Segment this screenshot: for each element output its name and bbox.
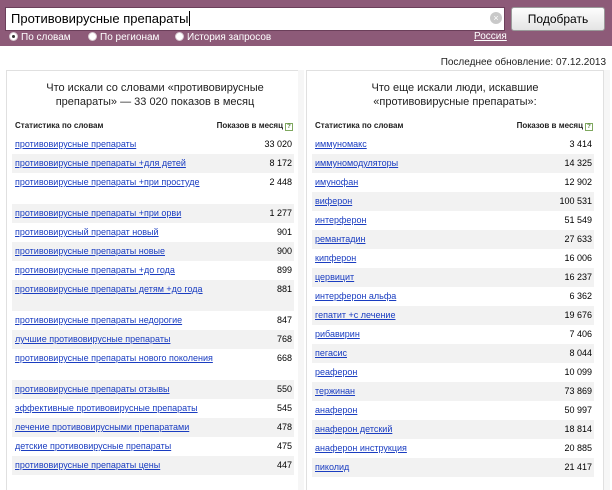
table-row	[12, 223, 294, 242]
keyword-link[interactable]: рибавирин	[315, 329, 360, 339]
table-row	[312, 458, 594, 477]
right-col-words: Статистика по словам	[315, 121, 404, 130]
keyword-link[interactable]: детские противовирусные препараты	[15, 441, 172, 451]
keyword-link[interactable]: иммуномакс	[315, 139, 367, 149]
table-row	[312, 306, 594, 325]
keyword-link[interactable]: противовирусный препарат новый	[15, 227, 159, 237]
impressions-value: 73 869	[564, 386, 592, 396]
impressions-value: 19 676	[564, 310, 592, 320]
table-row	[312, 230, 594, 249]
region-link[interactable]: Россия	[474, 31, 507, 42]
table-row	[312, 344, 594, 363]
impressions-value: 668	[276, 353, 292, 363]
table-row	[12, 204, 294, 223]
keyword-link[interactable]: противовирусные препараты недорогие	[15, 315, 183, 325]
table-row	[312, 401, 594, 420]
keyword-link[interactable]: реаферон	[315, 367, 358, 377]
impressions-value: 768	[276, 334, 292, 344]
impressions-value: 6 362	[569, 291, 592, 301]
table-row	[12, 242, 294, 261]
impressions-value: 447	[276, 460, 292, 470]
right-panel	[306, 70, 604, 490]
radio-icon[interactable]	[88, 32, 97, 41]
keyword-link[interactable]: интерферон	[315, 215, 367, 225]
table-row	[312, 173, 594, 192]
impressions-value: 8 172	[269, 158, 292, 168]
right-scrollbar[interactable]	[604, 70, 610, 490]
keyword-link[interactable]: анаферон детский	[315, 424, 393, 434]
left-results-list	[12, 135, 294, 475]
table-row	[312, 287, 594, 306]
table-row	[12, 280, 294, 311]
mode-by-words[interactable]	[9, 32, 71, 43]
right-col-shows-label: Показов в месяц	[516, 121, 583, 130]
impressions-value: 27 633	[564, 234, 592, 244]
impressions-value: 18 814	[564, 424, 592, 434]
right-col-shows	[517, 121, 593, 131]
keyword-link[interactable]: противовирусные препараты детям +до года	[15, 284, 203, 294]
impressions-value: 900	[276, 246, 292, 256]
mode-by-regions-label[interactable]: По регионам	[100, 32, 160, 43]
keyword-link[interactable]: ремантадин	[315, 234, 366, 244]
keyword-link[interactable]: гепатит +с лечение	[315, 310, 396, 320]
table-row	[312, 192, 594, 211]
keyword-link[interactable]: противовирусные препараты новые	[15, 246, 165, 256]
impressions-value: 51 549	[564, 215, 592, 225]
keyword-link[interactable]: лечение противовирусными препаратами	[15, 422, 190, 432]
table-row	[12, 349, 294, 380]
radio-checked-icon[interactable]	[9, 32, 18, 41]
impressions-value: 100 531	[559, 196, 592, 206]
keyword-link[interactable]: противовирусные препараты +при орви	[15, 208, 182, 218]
radio-icon[interactable]	[175, 32, 184, 41]
impressions-value: 1 277	[269, 208, 292, 218]
last-updated: Последнее обновление: 07.12.2013	[440, 57, 606, 68]
keyword-link[interactable]: противовирусные препараты отзывы	[15, 384, 170, 394]
table-row	[312, 439, 594, 458]
keyword-link[interactable]: имунофан	[315, 177, 359, 187]
left-col-words: Статистика по словам	[15, 121, 104, 130]
table-row	[12, 437, 294, 456]
table-row	[312, 420, 594, 439]
impressions-value: 901	[276, 227, 292, 237]
impressions-value: 21 417	[564, 462, 592, 472]
impressions-value: 16 006	[564, 253, 592, 263]
left-panel-title: Что искали со словами «противовирусные препараты» — 33 020 показов в месяц	[46, 82, 264, 108]
keyword-link[interactable]: противовирусные препараты нового поколения	[15, 353, 213, 363]
mode-by-regions[interactable]	[88, 32, 159, 43]
table-row	[312, 135, 594, 154]
mode-by-words-label[interactable]: По словам	[21, 32, 71, 43]
impressions-value: 550	[276, 384, 292, 394]
left-scrollbar[interactable]	[298, 70, 304, 490]
help-icon[interactable]: ?	[585, 123, 593, 131]
impressions-value: 8 044	[569, 348, 592, 358]
keyword-link[interactable]: пегасис	[315, 348, 347, 358]
left-panel	[6, 70, 304, 490]
impressions-value: 545	[276, 403, 292, 413]
table-row	[12, 380, 294, 399]
impressions-value: 12 902	[564, 177, 592, 187]
keyword-link[interactable]: противовирусные препараты +при простуде	[15, 177, 200, 187]
keyword-link[interactable]: противовирусные препараты	[15, 139, 137, 149]
search-button[interactable]: Подобрать	[511, 7, 605, 31]
keyword-link[interactable]: анаферон	[315, 405, 358, 415]
right-results-list	[312, 135, 594, 477]
left-column-header	[15, 121, 293, 133]
impressions-value: 10 099	[564, 367, 592, 377]
keyword-link[interactable]: интерферон альфа	[315, 291, 397, 301]
clear-icon[interactable]: ×	[490, 12, 502, 24]
impressions-value: 20 885	[564, 443, 592, 453]
impressions-value: 14 325	[564, 158, 592, 168]
impressions-value: 881	[276, 284, 292, 294]
table-row	[312, 268, 594, 287]
text-caret	[189, 11, 190, 26]
impressions-value: 33 020	[264, 139, 292, 149]
impressions-value: 3 414	[569, 139, 592, 149]
keyword-link[interactable]: виферон	[315, 196, 353, 206]
keyword-link[interactable]: противовирусные препараты +для детей	[15, 158, 186, 168]
impressions-value: 899	[276, 265, 292, 275]
impressions-value: 50 997	[564, 405, 592, 415]
table-row	[12, 456, 294, 475]
keyword-link[interactable]: анаферон инструкция	[315, 443, 407, 453]
table-row	[12, 330, 294, 349]
impressions-value: 478	[276, 422, 292, 432]
table-row	[312, 325, 594, 344]
right-column-header	[315, 121, 593, 133]
mode-history-label[interactable]: История запросов	[187, 32, 272, 43]
table-row	[12, 154, 294, 173]
table-row	[312, 382, 594, 401]
table-row	[12, 261, 294, 280]
table-row	[312, 154, 594, 173]
table-row	[12, 418, 294, 437]
impressions-value: 475	[276, 441, 292, 451]
table-row	[12, 173, 294, 204]
keyword-link[interactable]: цервицит	[315, 272, 355, 282]
table-row	[12, 311, 294, 330]
table-row	[12, 399, 294, 418]
search-input[interactable]	[5, 7, 505, 31]
keyword-link[interactable]: иммуномодуляторы	[315, 158, 399, 168]
help-icon[interactable]: ?	[285, 123, 293, 131]
impressions-value: 7 406	[569, 329, 592, 339]
table-row	[312, 249, 594, 268]
keyword-link[interactable]: лучшие противовирусные препараты	[15, 334, 171, 344]
table-row	[312, 211, 594, 230]
keyword-link[interactable]: противовирусные препараты +до года	[15, 265, 175, 275]
keyword-link[interactable]: тержинан	[315, 386, 356, 396]
left-col-shows	[217, 121, 293, 131]
left-col-shows-label: Показов в месяц	[216, 121, 283, 130]
table-row	[12, 135, 294, 154]
mode-history[interactable]	[175, 32, 271, 43]
keyword-link[interactable]: пиколид	[315, 462, 350, 472]
keyword-link[interactable]: противовирусные препараты цены	[15, 460, 161, 470]
impressions-value: 16 237	[564, 272, 592, 282]
search-query-text: Противовирусные препараты	[11, 11, 189, 26]
impressions-value: 847	[276, 315, 292, 325]
keyword-link[interactable]: кипферон	[315, 253, 357, 263]
table-row	[312, 363, 594, 382]
right-panel-title: Что еще искали люди, искавшие «противовирусные препараты»:	[371, 82, 539, 108]
keyword-link[interactable]: эффективные противовирусные препараты	[15, 403, 198, 413]
impressions-value: 2 448	[269, 177, 292, 187]
